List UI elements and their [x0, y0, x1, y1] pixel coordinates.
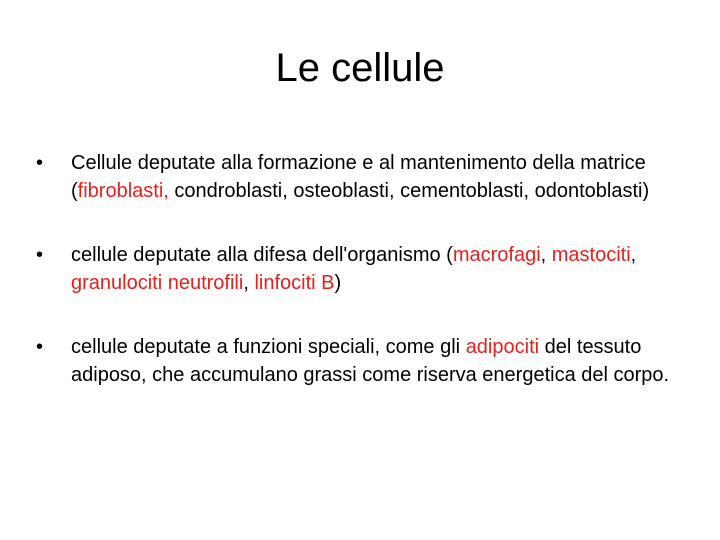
- text-segment: cellule deputate alla difesa dell'organismo (: [71, 244, 453, 266]
- text-segment: cellule deputate a funzioni speciali, come gli: [71, 336, 466, 358]
- bullet-dot-icon: •: [36, 152, 44, 174]
- bullet-list: [36, 149, 696, 425]
- highlight-segment: adipociti: [465, 336, 540, 358]
- text-segment: Cellule deputate alla formazione e al mantenimento della matrice (: [71, 152, 646, 202]
- bullet-text: [71, 244, 636, 294]
- bullet-text: [71, 336, 669, 386]
- highlight-segment: granulociti neutrofili: [71, 272, 244, 294]
- bullet-text: [71, 152, 649, 202]
- bullet-item: [36, 149, 696, 205]
- text-segment: ,: [243, 272, 255, 294]
- text-segment: condroblasti, osteoblasti, cementoblasti, odontoblasti): [168, 180, 650, 202]
- text-segment: del tessuto adiposo, che accumulano grassi come riserva energetica del corpo.: [71, 336, 670, 386]
- bullet-dot-icon: •: [36, 336, 44, 358]
- text-segment: ,: [630, 244, 637, 266]
- slide-title: Le cellule: [275, 46, 445, 90]
- highlight-segment: linfociti B: [254, 272, 335, 294]
- text-segment: ,: [540, 244, 552, 266]
- bullet-item: [36, 241, 696, 297]
- highlight-segment: macrofagi: [452, 244, 541, 266]
- text-segment: ): [334, 272, 342, 294]
- highlight-segment: mastociti: [551, 244, 631, 266]
- bullet-dot-icon: •: [36, 244, 44, 266]
- highlight-segment: fibroblasti,: [77, 180, 169, 202]
- bullet-item: [36, 333, 696, 389]
